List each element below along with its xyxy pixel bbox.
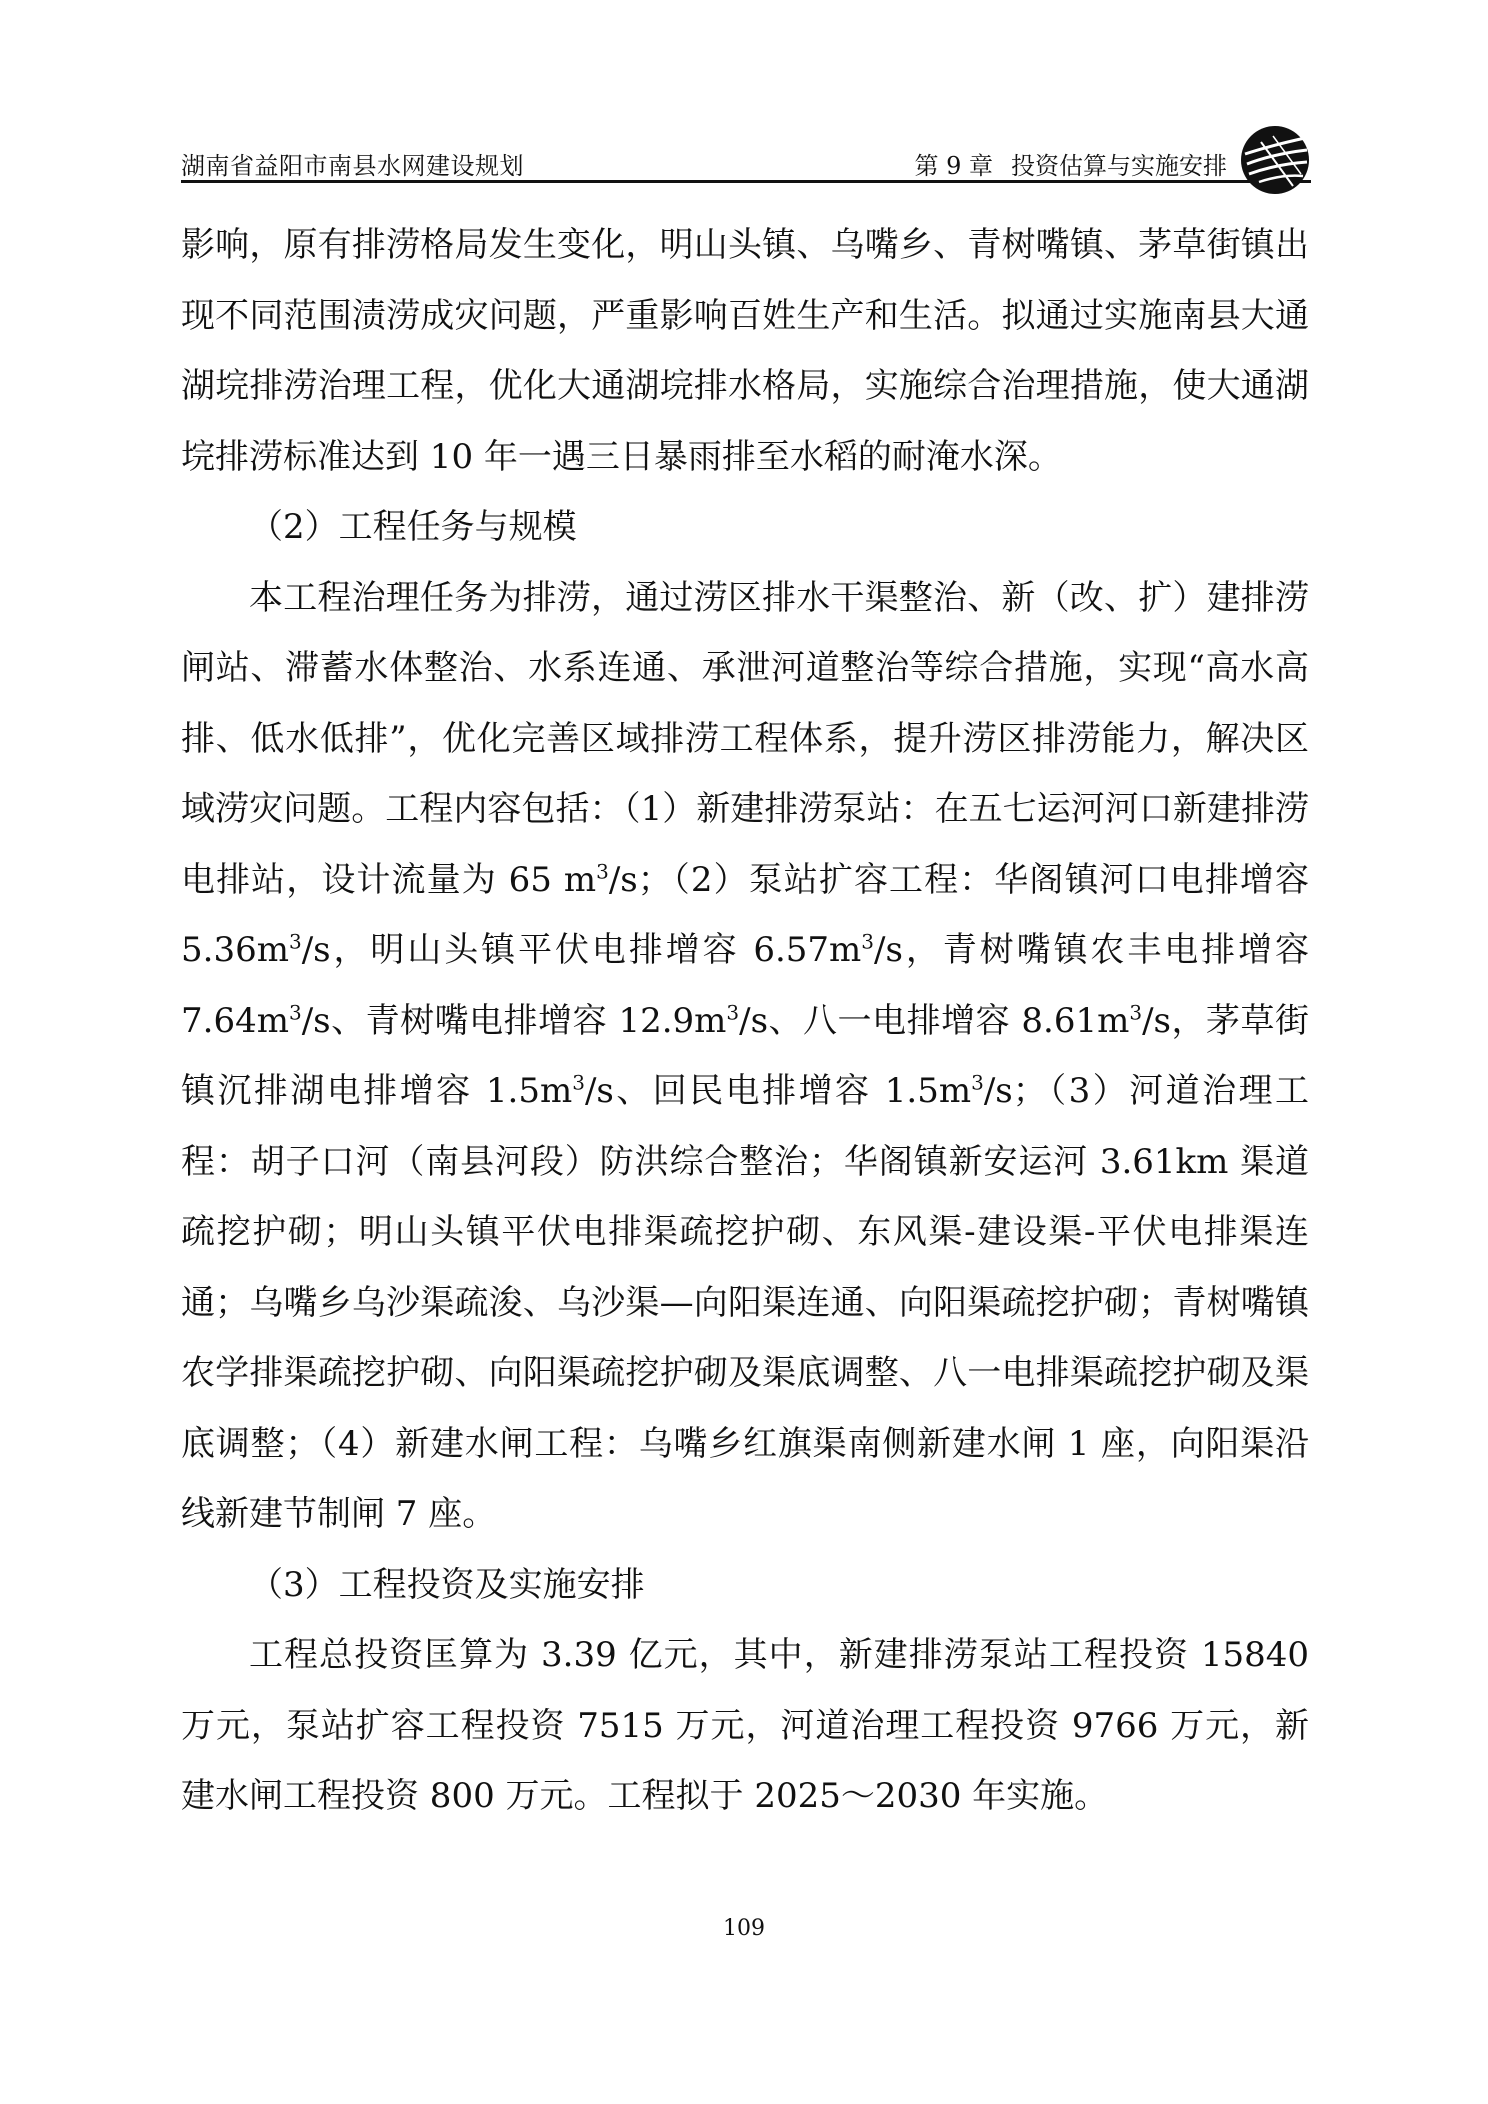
text-segment: /s、回民电排增容 1.5m: [584, 1071, 972, 1111]
text-segment: /s，青树嘴镇农丰电排增容 7.64m: [181, 930, 1310, 1041]
superscript: 3: [861, 929, 875, 954]
paragraph-background: 影响，原有排涝格局发生变化，明山头镇、乌嘴乡、青树嘴镇、茅草街镇出现不同范围渍涝成灾问题，严重影响百姓生产和生活。拟通过实施南县大通湖垸排涝治理工程，优化大通湖垸排水格局，实施综合治理措施，使大通湖垸排涝标准达到 10 年一遇三日暴雨排至水稻的耐淹水深。: [181, 225, 1309, 477]
header-chapter-number: 第 9 章: [914, 152, 993, 180]
superscript: 3: [288, 929, 302, 954]
page-header: [181, 118, 1311, 180]
text-segment: /s；（3）河道治理工程：胡子口河（南县河段）防洪综合整治；华阁镇新安运河 3.61km 渠道疏挖护砌；明山头镇平伏电排渠疏挖护砌、东风渠-建设渠-平伏电排渠连通；乌嘴乡乌沙渠疏浚、乌沙渠—向阳渠连通、向阳渠疏挖护砌；青树嘴镇农学排渠疏挖护砌、向阳渠疏挖护砌及渠底调整、八一电排渠疏挖护砌及渠底调整；（4）新建水闸工程：乌嘴乡红旗渠南侧新建水闸 1 座，向阳渠沿线新建节制闸 7 座。: [181, 1071, 1309, 1534]
page-number: 109: [723, 1916, 765, 1941]
superscript: 3: [1129, 1000, 1143, 1025]
superscript: 3: [596, 859, 609, 884]
superscript: 3: [971, 1070, 984, 1095]
text-segment: /s；（2）泵站扩容工程：华阁镇河口电排增容 5.36m: [181, 859, 1309, 970]
header-divider: [181, 180, 1311, 183]
water-network-logo-icon: [1239, 124, 1311, 196]
paragraph-investment: 工程总投资匡算为 3.39 亿元，其中，新建排涝泵站工程投资 15840 万元，泵站扩容工程投资 7515 万元，河道治理工程投资 9766 万元，新建水闸工程投资 800 万元。工程拟于 2025～2030 年实施。: [181, 1635, 1309, 1816]
section-heading-tasks-scale: （2）工程任务与规模: [249, 507, 577, 547]
section-heading-investment: （3）工程投资及实施安排: [249, 1564, 645, 1605]
page-body: [181, 210, 1309, 1832]
text-segment: /s，茅草街镇沉排湖电排增容 1.5m: [181, 1000, 1310, 1111]
text-segment: 本工程治理任务为排涝，通过涝区排水干渠整治、新（改、扩）建排涝闸站、滞蓄水体整治、水系连通、承泄河道整治等综合措施，实现“高水高排、低水低排”，优化完善区域排涝工程体系，提升涝区排涝能力，解决区域涝灾问题。工程内容包括：（1）新建排涝泵站：在五七运河河口新建排涝电排站，设计流量为 65 m: [181, 577, 1309, 900]
paragraph-tasks-scale: [181, 563, 1309, 1550]
superscript: 3: [288, 1000, 302, 1025]
header-report-title: 湖南省益阳市南县水网建设规划: [181, 152, 524, 180]
text-segment: /s，明山头镇平伏电排增容 6.57m: [301, 930, 862, 970]
header-chapter-info: [914, 146, 1227, 181]
text-segment: /s、青树嘴电排增容 12.9m: [301, 1000, 727, 1041]
text-segment: /s、八一电排增容 8.61m: [739, 1000, 1130, 1041]
superscript: 3: [726, 1000, 740, 1025]
header-chapter-title: 投资估算与实施安排: [1011, 152, 1227, 180]
superscript: 3: [572, 1070, 585, 1095]
